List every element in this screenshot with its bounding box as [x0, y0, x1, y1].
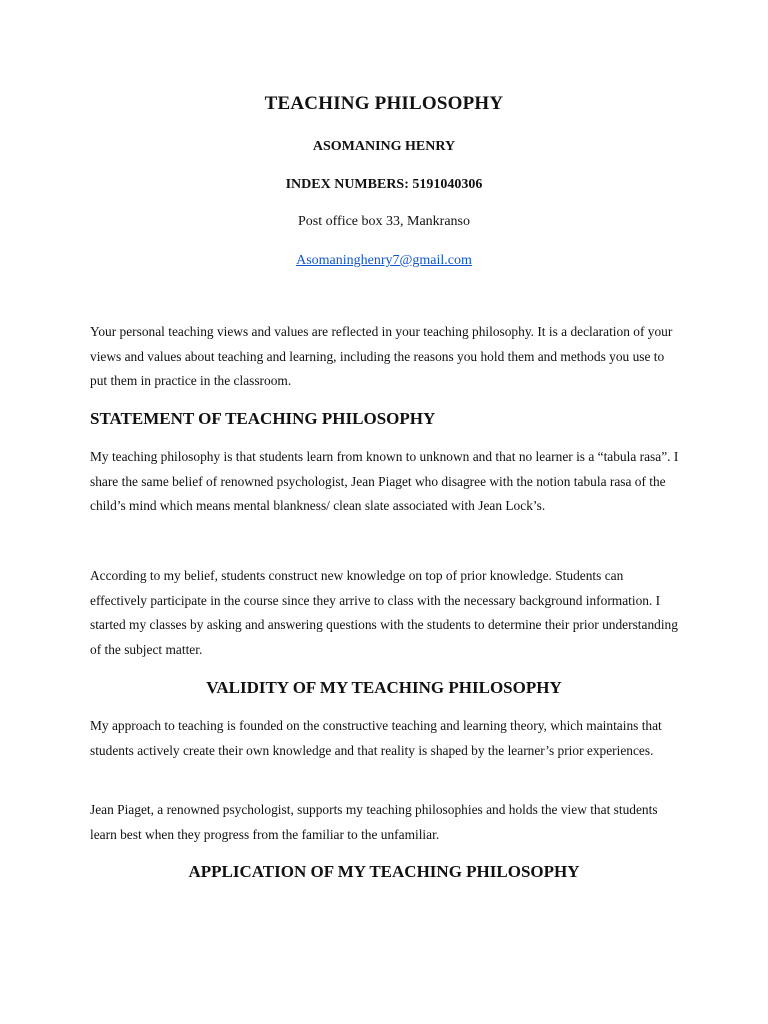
postal-address: Post office box 33, Mankranso: [298, 214, 470, 229]
validity-paragraph-2: Jean Piaget, a renowned psychologist, supports my teaching philosophies and holds the view that students learn best when they progress from the familiar to the unfamiliar.: [90, 802, 658, 842]
document-title: TEACHING PHILOSOPHY: [264, 93, 504, 114]
intro-paragraph: Your personal teaching views and values are reflected in your teaching philosophy. It is a declaration of your views and values about teaching and learning, including the reasons you hold them and methods you use to put them in practice in the classroom.: [90, 324, 673, 389]
index-numbers: INDEX NUMBERS: 5191040306: [285, 177, 483, 192]
statement-paragraph-2: According to my belief, students construct new knowledge on top of prior knowledge. Students can effectively participate in the course since they arrive to class with the necessary background information. I started my classes by asking and answering questions with the students to determine their prior understanding of the subject matter.: [90, 568, 678, 657]
section-heading-statement: STATEMENT OF TEACHING PHILOSOPHY: [90, 409, 436, 428]
email-line: [0, 251, 768, 269]
validity-paragraph-1: My approach to teaching is founded on the constructive teaching and learning theory, which maintains that students actively create their own knowledge and that reality is shaped by the learner’s prior experiences.: [90, 718, 662, 758]
statement-paragraph-1: My teaching philosophy is that students learn from known to unknown and that no learner is a “tabula rasa”. I share the same belief of renowned psychologist, Jean Piaget who disagree with the notion tabula rasa of the child’s mind which means mental blankness/ clean slate associated with Jean Lock’s.: [90, 449, 679, 514]
author-name: ASOMANING HENRY: [312, 139, 456, 154]
section-heading-validity: VALIDITY OF MY TEACHING PHILOSOPHY: [206, 678, 562, 697]
section-heading-application: APPLICATION OF MY TEACHING PHILOSOPHY: [188, 862, 580, 881]
email-link[interactable]: Asomaninghenry7@gmail.com: [296, 253, 472, 268]
